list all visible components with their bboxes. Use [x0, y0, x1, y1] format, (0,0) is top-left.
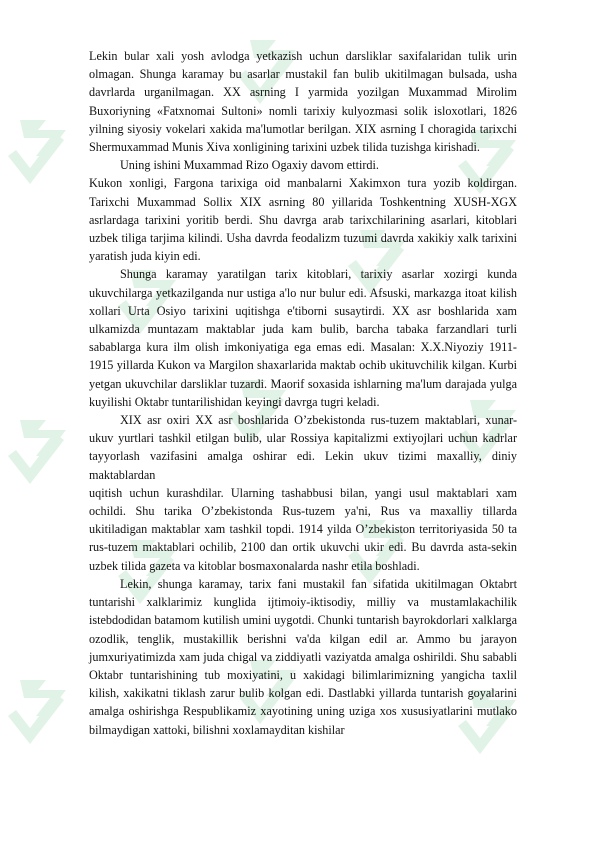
watermark-logo	[8, 420, 66, 484]
paragraph: Kukon xonligi, Fargona tarixiga oid manbalarni Xakimxon tura yozib koldirgan. Tarixchi Muxammad Sollix XIX asrning 80 yillarida Toshkentning XUSH-XGX asrlardaga tarixini yoritib berdi. Shu davrga arab tarixchilarining asarlari, kitoblari uzbek tiliga tarjima kilindi. Usha davrda feodalizm tuzumi davrda xakikiy xalk tarixini yaratish juda kiyin edi.	[89, 176, 517, 264]
paragraph: Lekin, shunga karamay, tarix fani mustakil fan sifatida ukitilmagan Oktabrt tuntarishi xalklarimiz kunglida ijtimoiy-iktisodiy, milliy va mustamlakachilik istebdodidan batamom kutilish umini uygotdi. Chunki tuntarish bayrokdorlari xalklarga ozodlik, tenglik, mustakillik berishni va'da kilgan edil ar. Ammo bu jarayon jumxuriyatimizda xam juda chigal va ziddiyatli vaziyatda amalga oshirildi. Shu sababli Oktabr tuntarishining tub moxiyatini, u xakidagi bilimlarimizning yangicha taxlil kilish, xakikatni tiklash zarur bulib kolgan edi. Dastlabki yillarda tuntarish goyalarini amalga oshirishga Respublikamiz xayotining uning uziga xos xususiyatlarini mutlako bilmaydigan xattoki, bilishni xoxlamayditan kishilar	[89, 576, 517, 737]
watermark-logo	[8, 120, 66, 184]
document-body	[89, 47, 517, 739]
paragraph: Lekin bular xali yosh avlodga yetkazish uchun darsliklar saxifalaridan tulik urin olmagan. Shunga karamay bu asarlar mustakil fan bulib ukitilmagan bulsada, usha davrlarda urganilmagan. XX asrning I yarmida yozilgan Muxammad Mirolim Buxoriyning «Fatxnomai Sultoni» nomli tarixiy kulyozmasi solik isloxotlari, 1826 yilning siyosiy vokelari xakida ma'lumotlar berilgan. XIX asrning I choragida tarixchi Shermuxammad Munis Xiva xonligining tarixini uzbek tilida tuzishga kirishadi.	[89, 49, 517, 155]
paragraph: Uning ishini Muxammad Rizo Ogaxiy davom ettirdi.	[120, 158, 379, 173]
paragraph: XIX asr oxiri XX asr boshlarida O’zbekistonda rus-tuzem maktablari, xunar-ukuv yurtlari tashkil etilgan bulib, ular Rossiya kapitalizmi extiyojlari uchun kadrlar tayyorlash vazifasini amalga oshirar edi. Lekin ukuv tizimi maxalliy, diniy maktablardan	[89, 413, 517, 482]
watermark-logo	[8, 680, 66, 744]
paragraph: Shunga karamay yaratilgan tarix kitoblari, tarixiy asarlar xozirgi kunda ukuvchilarga yetkazilganda nur ustiga a'lo nur bulur edi. Afsuski, markazga itoat kilish xollari Urta Osiyo tarixini uqitishga e'tiborni susaytirdi. XX asr boshlarida xam ulkamizda muntazam maktablar juda kam bulib, barcha tabaka farzandlari turli sabablarga kura ilm olish imkoniyatiga ega emas edi. Masalan: X.X.Niyoziy 1911-1915 yillarda Kukon va Margilon shaxarlarida maktab ochib ukituvchilik kilgan. Kurbi yetgan ukuvchilar darsliklar tuzardi. Maorif soxasida ishlarning ma'lum darajada yulga kuyilishi Oktabr tuntarilishidan keyingi davrga tugri keladi.	[89, 267, 517, 409]
paragraph: uqitish uchun kurashdilar. Ularning tashabbusi bilan, yangi usul maktablari xam ochildi. Shu tarika O’zbekistonda Rus-tuzem ya'ni, Rus va maxalliy tillarda ukitiladigan maktablar xam tashkil topdi. 1914 yilda O’zbekiston territoriyasida 50 ta rus-tuzem maktablari ochilib, 2100 dan ortik ukuvchi ukir edi. Bu davrda asta-sekin uzbek tilida gazeta va kitoblar bosmaxonalarda nashr etila boshladi.	[89, 485, 517, 573]
